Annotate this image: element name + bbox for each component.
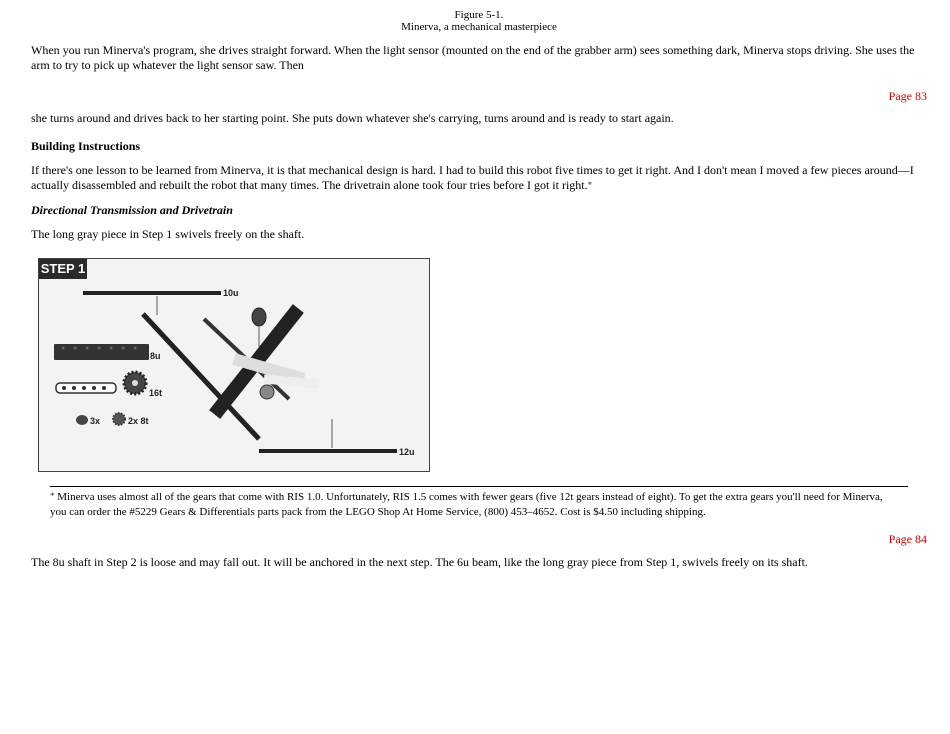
intro-paragraph: When you run Minerva's program, she drives straight forward. When the light sensor (mounted on the end of the grabber arm) sees something dark, Minerva stops driving. She uses the arm to try to pick up whatever the light sensor saw. Then	[31, 43, 915, 72]
shaft-10u-part	[83, 291, 221, 295]
figure-number: Figure 5-1.	[454, 9, 504, 21]
step1-illustration	[39, 259, 429, 471]
beam-8u-label: 8u	[150, 351, 161, 361]
step1-figure	[38, 258, 430, 472]
figure-title: Minerva, a mechanical masterpiece	[401, 21, 557, 33]
footnote-ref-link[interactable]: *	[587, 180, 593, 190]
assembly-white-piece	[264, 379, 319, 384]
bushing-count-label: 3x	[90, 416, 101, 426]
footnote-text: Minerva uses almost all of the gears that come with RIS 1.0. Unfortunately, RIS 1.5 comes with fewer gears (five 12t gears instead of eight). To get the extra gears you'll need for Minerva, you can order the #5229 Gears & Differentials parts pack from the LEGO Shop At Home Service, (800) 453–4652. Cost is $4.50 including shipping.	[50, 491, 883, 518]
step-label: STEP 1	[39, 259, 87, 279]
bushing-part	[76, 415, 88, 425]
footnote	[50, 489, 900, 520]
lesson-paragraph	[31, 163, 921, 193]
gear-8t-part	[113, 413, 125, 425]
page-84-label: Page 84	[888, 532, 927, 546]
shaft-12u-part	[259, 449, 397, 453]
continuation-paragraph: she turns around and drives back to her starting point. She puts down whatever she's carrying, turns around and is ready to start again.	[31, 111, 674, 125]
top-bushing	[252, 308, 266, 326]
gear-16t-label: 16t	[149, 388, 163, 398]
step2-paragraph: The 8u shaft in Step 2 is loose and may fall out. It will be anchored in the next step. The 6u beam, like the long gray piece from Step 1, swivels freely on its shaft.	[31, 555, 808, 569]
assembly-gear	[260, 385, 274, 399]
shaft-12u-label: 12u	[399, 447, 415, 457]
drivetrain-heading: Directional Transmission and Drivetrain	[31, 203, 233, 217]
beam-8u-part	[54, 344, 149, 360]
gear-8t-count-label: 2x 8t	[128, 416, 149, 426]
footnote-divider	[50, 486, 908, 487]
footnote-marker: *	[50, 491, 55, 501]
shaft-10u-label: 10u	[223, 288, 239, 298]
step1-note: The long gray piece in Step 1 swivels freely on the shaft.	[31, 227, 305, 241]
page-83-label: Page 83	[888, 89, 927, 103]
building-instructions-heading: Building Instructions	[31, 139, 141, 153]
lesson-text: If there's one lesson to be learned from Minerva, it is that mechanical design is hard. I had to build this robot five times to get it right. And I don't mean I moved a few pieces around—I actually disassembled and rebuilt the robot that many times. The drivetrain alone took four tries before I got it right.	[31, 163, 914, 192]
